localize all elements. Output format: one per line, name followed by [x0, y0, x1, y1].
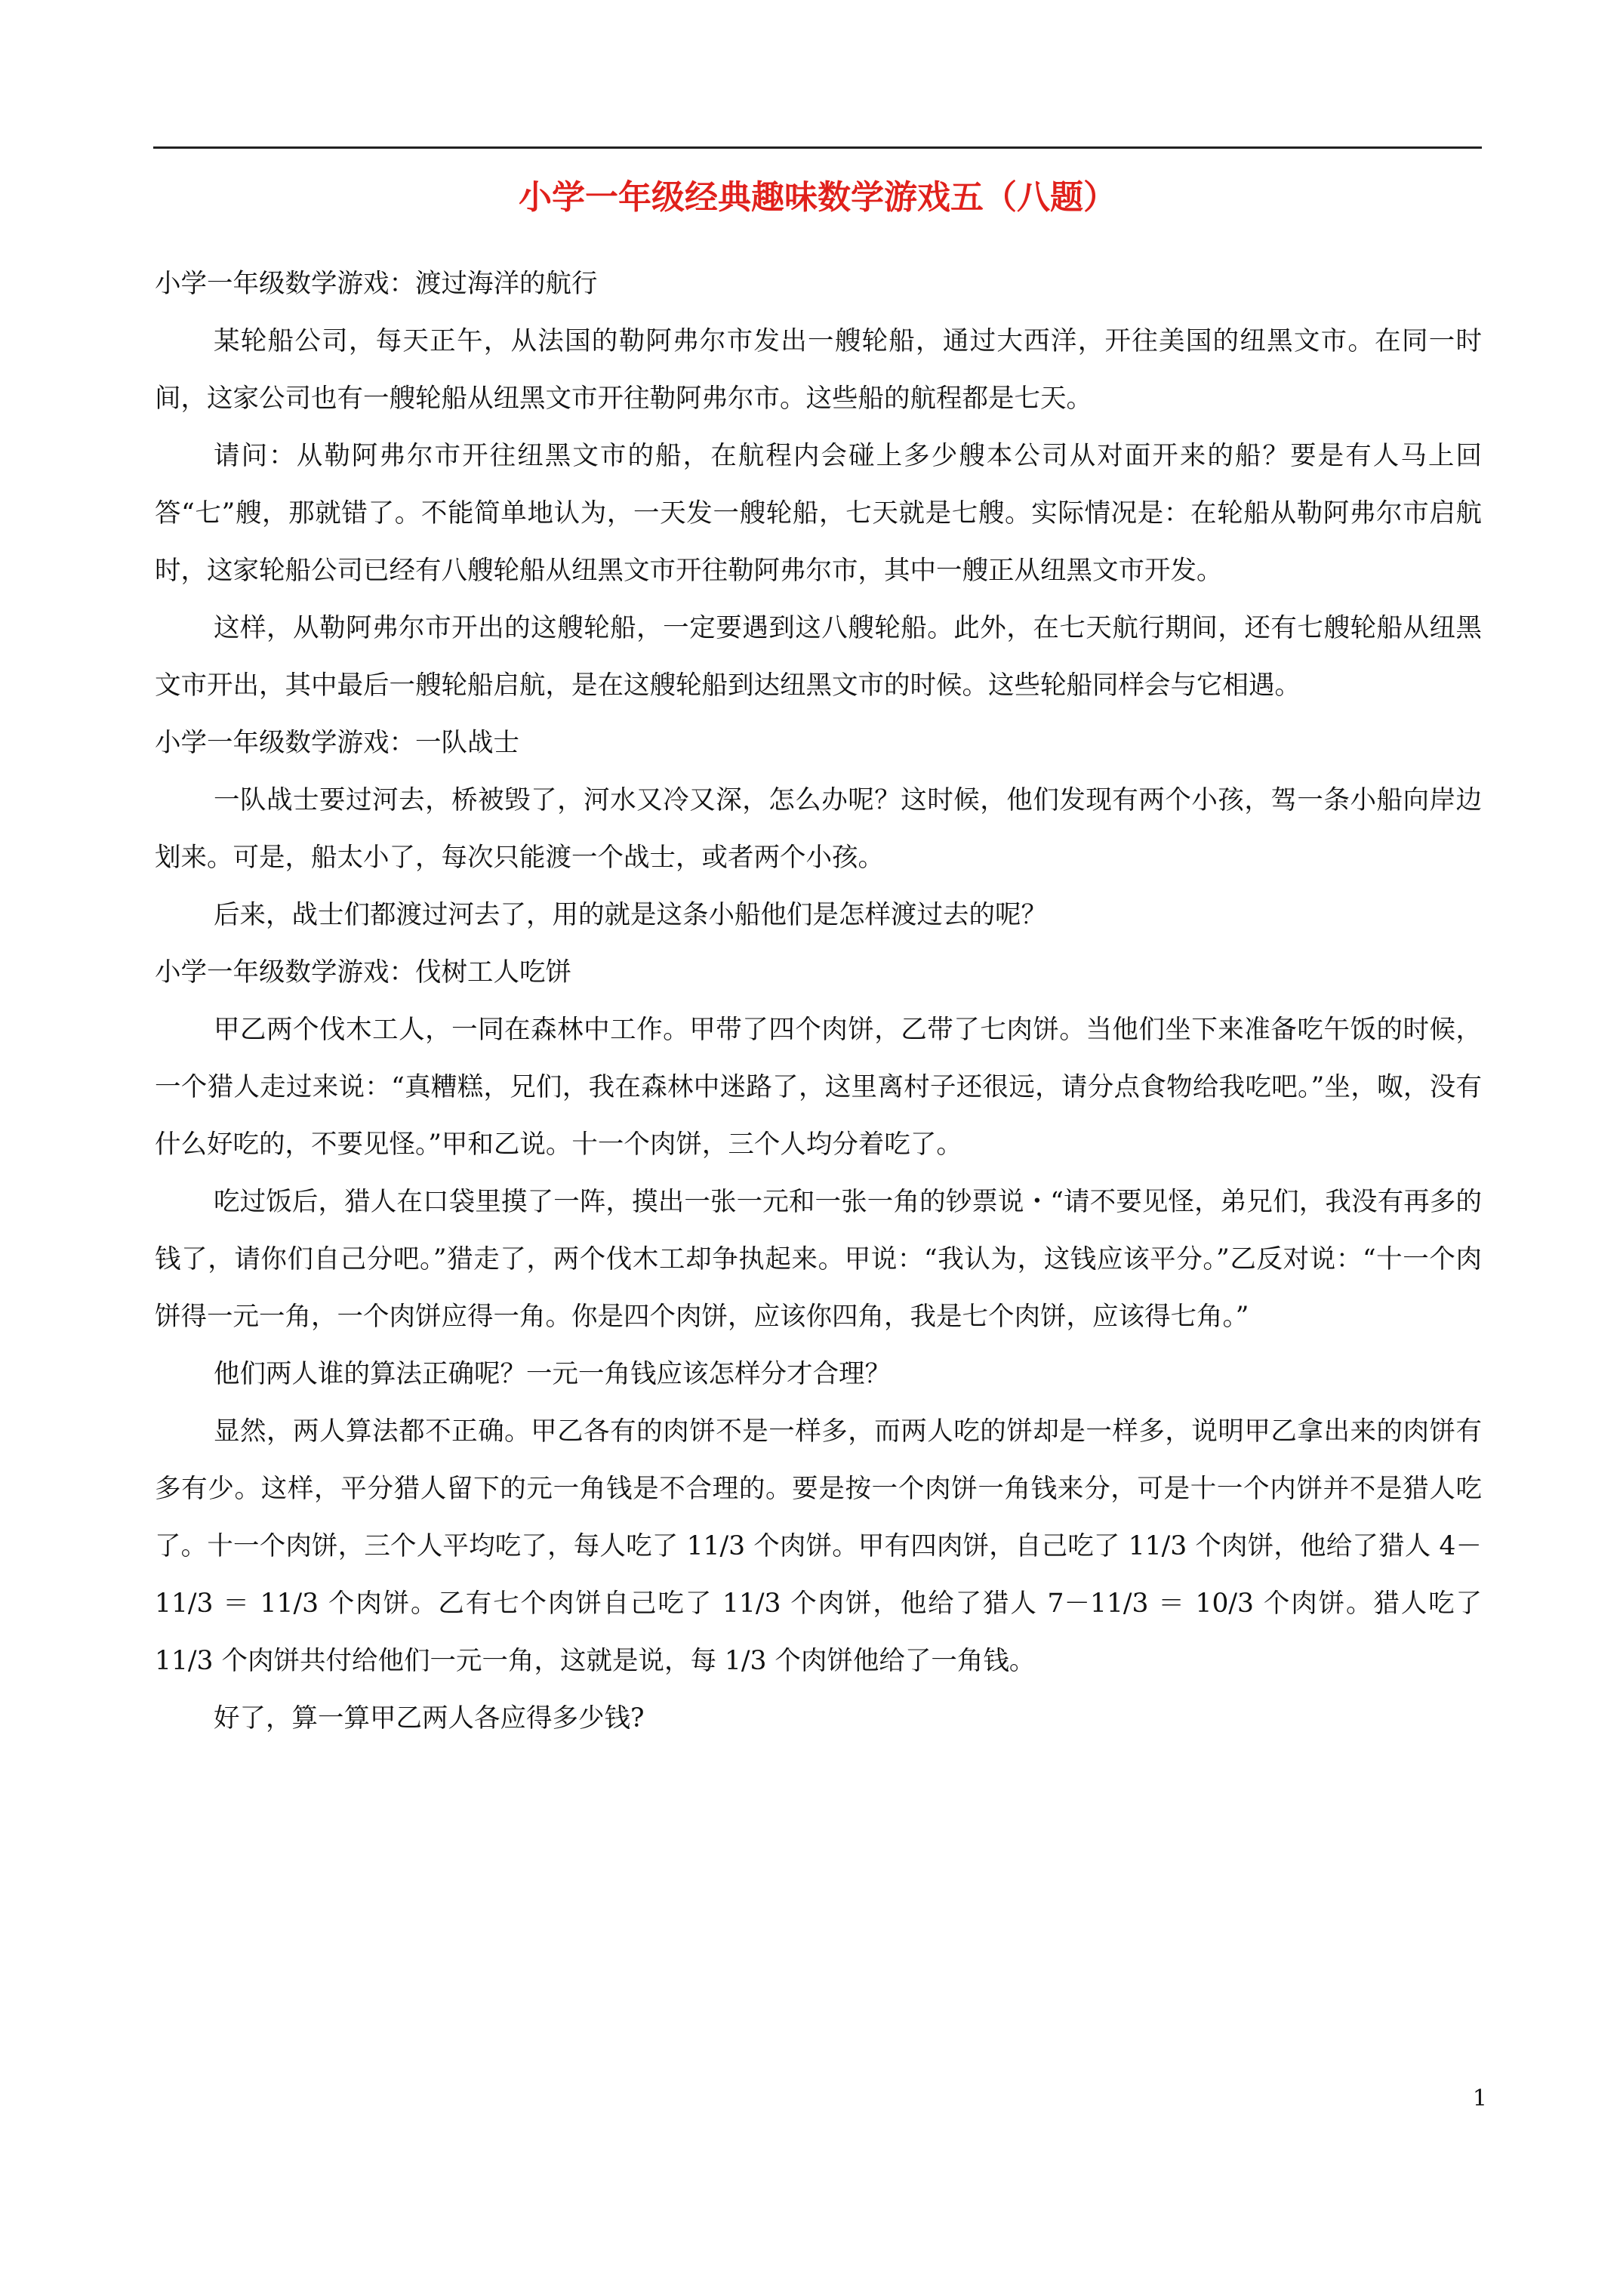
document-body — [155, 255, 1482, 1747]
paragraph: 一队战士要过河去，桥被毁了，河水又冷又深，怎么办呢？这时候，他们发现有两个小孩，驾一条小船向岸边划来。可是，船太小了，每次只能渡一个战士，或者两个小孩。 — [155, 785, 1482, 873]
section-heading: 小学一年级数学游戏：渡过海洋的航行 — [155, 269, 598, 299]
paragraph: 好了，算一算甲乙两人各应得多少钱? — [214, 1703, 645, 1734]
paragraph: 某轮船公司，每天正午，从法国的勒阿弗尔市发出一艘轮船，通过大西洋，开往美国的纽黑文市。在同一时间，这家公司也有一艘轮船从纽黑文市开往勒阿弗尔市。这些船的航程都是七天。 — [155, 326, 1482, 414]
document-title: 小学一年级经典趣味数学游戏五（八题） — [519, 178, 1116, 217]
paragraph: 吃过饭后，猎人在口袋里摸了一阵，摸出一张一元和一张一角的钞票说・“请不要见怪，弟兄们，我没有再多的钱了，请你们自己分吧。”猎走了，两个伐木工却争执起来。甲说：“我认为，这钱应该平分。”乙反对说：“十一个肉饼得一元一角，一个肉饼应得一角。你是四个肉饼，应该你四角，我是七个肉饼，应该得七角。” — [155, 1187, 1482, 1332]
page-number: 1 — [1472, 2085, 1487, 2112]
paragraph: 他们两人谁的算法正确呢？一元一角钱应该怎样分才合理？ — [214, 1359, 891, 1389]
section-heading: 小学一年级数学游戏：一队战士 — [155, 728, 519, 758]
paragraph: 后来，战士们都渡过河去了，用的就是这条小船他们是怎样渡过去的呢？ — [214, 900, 1047, 930]
section-heading: 小学一年级数学游戏：伐树工人吃饼 — [155, 957, 571, 988]
paragraph: 显然，两人算法都不正确。甲乙各有的肉饼不是一样多，而两人吃的饼却是一样多，说明甲乙拿出来的肉饼有多有少。这样，平分猎人留下的元一角钱是不合理的。要是按一个肉饼一角钱来分，可是十一个内饼并不是猎人吃了。十一个肉饼，三个人平均吃了，每人吃了 11/3 个肉饼。甲有四肉饼，自己吃了 11/3 个肉饼，他给了猎人 4－11/3 ＝ 11/3 个肉饼。乙有七个肉饼自己吃了 11/3 个肉饼，他给了猎人 7－11/3 ＝ 10/3 个肉饼。猎人吃了 11/3 个肉饼共付给他们一元一角，这就是说，每 1/3 个肉饼他给了一角钱。 — [155, 1416, 1482, 1676]
paragraph: 请问：从勒阿弗尔市开往纽黑文市的船，在航程内会碰上多少艘本公司从对面开来的船？要是有人马上回答“七”艘，那就错了。不能简单地认为，一天发一艘轮船，七天就是七艘。实际情况是：在轮船从勒阿弗尔市启航时，这家轮船公司已经有八艘轮船从纽黑文市开往勒阿弗尔市，其中一艘正从纽黑文市开发。 — [155, 441, 1482, 586]
header-rule — [153, 146, 1482, 149]
paragraph: 这样，从勒阿弗尔市开出的这艘轮船，一定要遇到这八艘轮船。此外，在七天航行期间，还有七艘轮船从纽黑文市开出，其中最后一艘轮船启航，是在这艘轮船到达纽黑文市的时候。这些轮船同样会与它相遇。 — [155, 613, 1482, 701]
paragraph: 甲乙两个伐木工人，一同在森林中工作。甲带了四个肉饼，乙带了七肉饼。当他们坐下来准备吃午饭的时候，一个猎人走过来说：“真糟糕，兄们，我在森林中迷路了，这里离村子还很远，请分点食物给我吃吧。”坐，呶，没有什么好吃的，不要见怪。”甲和乙说。十一个肉饼，三个人均分着吃了。 — [155, 1015, 1482, 1160]
